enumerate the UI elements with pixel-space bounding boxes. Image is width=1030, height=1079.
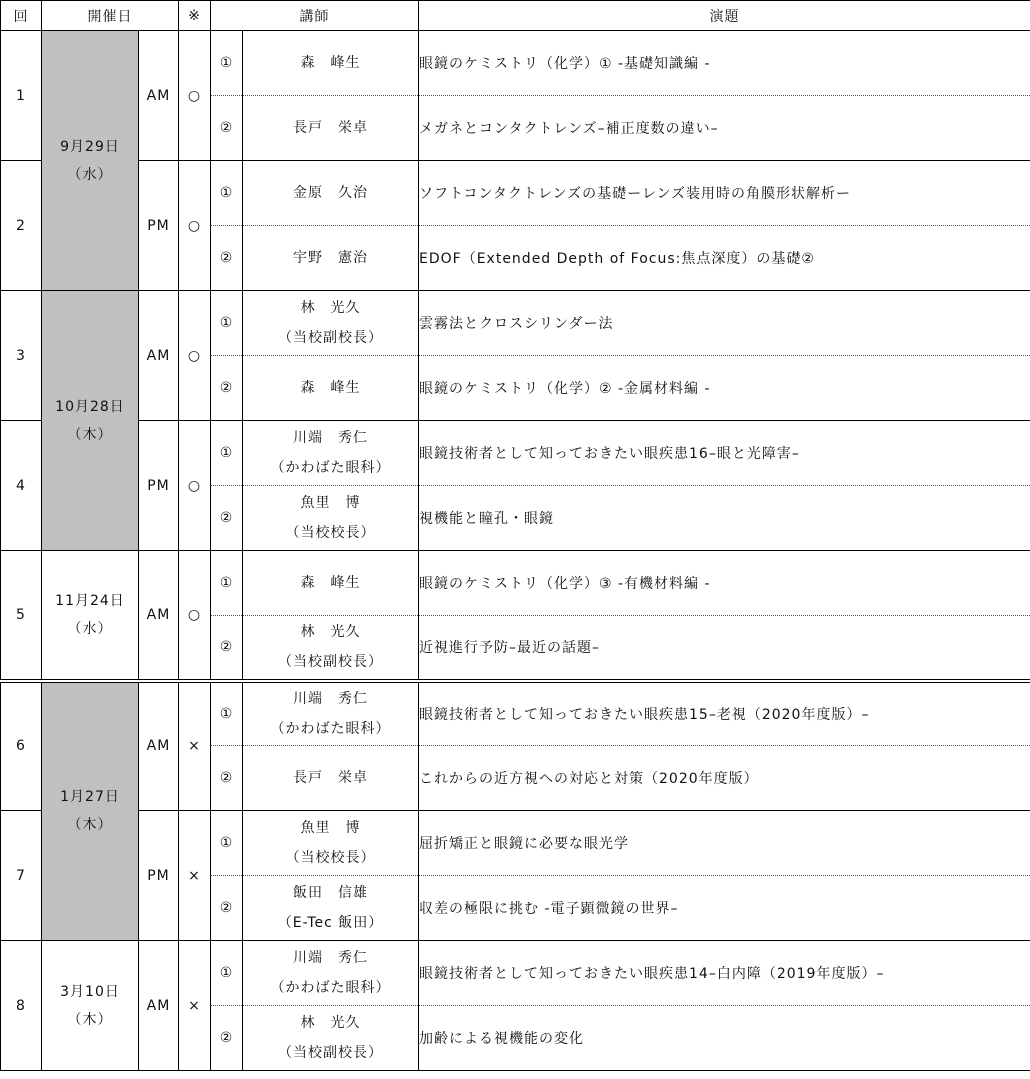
topic-cell: 眼鏡技術者として知っておきたい眼疾患14–白内障（2019年度版）– — [419, 941, 1030, 1006]
lecturer-cell — [243, 291, 419, 356]
mark-cell: × — [179, 681, 211, 811]
ampm-cell: PM — [139, 421, 179, 551]
talk-number: ② — [211, 616, 243, 681]
date-cell — [42, 291, 139, 551]
lecturer-name: 川端 秀仁 — [293, 430, 368, 446]
lecturer-name: 川端 秀仁 — [293, 690, 368, 707]
topic-cell: 近視進行予防–最近の話題– — [419, 616, 1030, 681]
lecturer-name: 魚里 博 — [300, 495, 361, 511]
lecturer-cell — [243, 616, 419, 681]
table-row — [1, 811, 1030, 876]
lecturer-name: 長戸 栄卓 — [293, 120, 368, 136]
date-weekday: （水） — [67, 166, 113, 183]
session-number: 5 — [1, 551, 42, 681]
talk-number: ② — [211, 876, 243, 941]
date-cell — [42, 681, 139, 941]
lecturer-cell — [243, 941, 419, 1006]
lecturer-cell — [243, 356, 419, 421]
topic-cell: 視機能と瞳孔・眼鏡 — [419, 486, 1030, 551]
date-weekday: （木） — [67, 1011, 113, 1028]
topic-cell: 眼鏡技術者として知っておきたい眼疾患16–眼と光障害– — [419, 421, 1030, 486]
talk-number: ② — [211, 226, 243, 291]
date-day: 10月28日 — [55, 398, 125, 415]
lecturer-name: 川端 秀仁 — [293, 950, 368, 966]
header-topic: 演題 — [419, 1, 1030, 31]
lecturer-affiliation: （当校副校長） — [278, 330, 383, 346]
lecturer-name: 森 峰生 — [300, 575, 361, 591]
lecturer-name: 林 光久 — [300, 624, 361, 641]
talk-number: ② — [211, 1006, 243, 1071]
lecturer-cell — [243, 811, 419, 876]
header-kai: 回 — [1, 1, 42, 31]
ampm-cell: PM — [139, 161, 179, 291]
date-day: 11月24日 — [55, 592, 125, 609]
talk-number: ① — [211, 811, 243, 876]
session-number: 1 — [1, 31, 42, 161]
date-day: 1月27日 — [60, 789, 120, 806]
topic-cell: 収差の極限に挑む -電子顕微鏡の世界– — [419, 876, 1030, 941]
date-weekday: （木） — [67, 817, 113, 834]
topic-cell: 眼鏡のケミストリ（化学）② -金属材料編 - — [419, 356, 1030, 421]
lecturer-name: 飯田 信雄 — [293, 885, 368, 901]
lecturer-affiliation: （かわばた眼科） — [270, 720, 391, 737]
header-row — [1, 1, 1030, 31]
lecturer-name: 金原 久治 — [293, 185, 368, 201]
ampm-cell: AM — [139, 31, 179, 161]
lecturer-name: 宇野 憲治 — [293, 250, 368, 266]
mark-cell: ○ — [179, 551, 211, 681]
lecturer-cell — [243, 876, 419, 941]
ampm-cell: AM — [139, 291, 179, 421]
table-row — [1, 291, 1030, 356]
session-number: 7 — [1, 811, 42, 941]
lecturer-cell — [243, 226, 419, 291]
mark-cell: × — [179, 941, 211, 1071]
lecturer-affiliation: （かわばた眼科） — [270, 460, 391, 476]
topic-cell: メガネとコンタクトレンズ–補正度数の違い– — [419, 96, 1030, 161]
lecturer-name: 森 峰生 — [300, 55, 361, 71]
lecturer-cell — [243, 31, 419, 96]
lecturer-affiliation: （当校校長） — [285, 525, 376, 541]
table-row — [1, 421, 1030, 486]
ampm-cell: AM — [139, 941, 179, 1071]
lecturer-name: 林 光久 — [300, 300, 361, 316]
talk-number: ② — [211, 96, 243, 161]
mark-cell: ○ — [179, 161, 211, 291]
lecturer-cell — [243, 161, 419, 226]
topic-cell: 屈折矯正と眼鏡に必要な眼光学 — [419, 811, 1030, 876]
talk-number: ① — [211, 31, 243, 96]
lecturer-name: 魚里 博 — [300, 820, 361, 836]
date-day: 9月29日 — [60, 138, 120, 155]
talk-number: ① — [211, 941, 243, 1006]
table-row — [1, 941, 1030, 1006]
ampm-cell: AM — [139, 681, 179, 811]
table-row — [1, 161, 1030, 226]
topic-cell: 眼鏡のケミストリ（化学）③ -有機材料編 - — [419, 551, 1030, 616]
date-day: 3月10日 — [60, 983, 120, 1000]
header-date: 開催日 — [42, 1, 179, 31]
mark-cell: ○ — [179, 31, 211, 161]
topic-cell: 雲霧法とクロスシリンダー法 — [419, 291, 1030, 356]
mark-cell: ○ — [179, 291, 211, 421]
lecturer-name: 長戸 栄卓 — [293, 770, 368, 786]
mark-cell: ○ — [179, 421, 211, 551]
lecturer-cell — [243, 746, 419, 811]
lecturer-cell — [243, 681, 419, 746]
header-mark: ※ — [179, 1, 211, 31]
session-number: 6 — [1, 681, 42, 811]
topic-cell: 眼鏡のケミストリ（化学）① -基礎知識編 - — [419, 31, 1030, 96]
topic-cell: これからの近方視への対応と対策（2020年度版） — [419, 746, 1030, 811]
session-number: 3 — [1, 291, 42, 421]
schedule-body — [1, 31, 1030, 1071]
lecturer-affiliation: （当校校長） — [285, 850, 376, 866]
date-weekday: （水） — [67, 620, 113, 637]
talk-number: ① — [211, 681, 243, 746]
date-weekday: （木） — [67, 426, 113, 443]
lecturer-name: 林 光久 — [300, 1015, 361, 1031]
talk-number: ① — [211, 551, 243, 616]
lecturer-name: 森 峰生 — [300, 380, 361, 396]
talk-number: ① — [211, 291, 243, 356]
lecturer-cell — [243, 486, 419, 551]
lecturer-affiliation: （かわばた眼科） — [270, 980, 391, 996]
session-number: 4 — [1, 421, 42, 551]
talk-number: ② — [211, 356, 243, 421]
table-row — [1, 551, 1030, 616]
lecturer-cell — [243, 421, 419, 486]
date-cell — [42, 31, 139, 291]
topic-cell: ソフトコンタクトレンズの基礎ーレンズ装用時の角膜形状解析ー — [419, 161, 1030, 226]
session-number: 2 — [1, 161, 42, 291]
talk-number: ② — [211, 746, 243, 811]
topic-cell: 眼鏡技術者として知っておきたい眼疾患15–老視（2020年度版）– — [419, 681, 1030, 746]
lecturer-affiliation: （当校副校長） — [278, 1045, 383, 1061]
topic-cell: EDOF（Extended Depth of Focus:焦点深度）の基礎② — [419, 226, 1030, 291]
date-cell — [42, 941, 139, 1071]
topic-cell: 加齢による視機能の変化 — [419, 1006, 1030, 1071]
mark-cell: × — [179, 811, 211, 941]
talk-number: ① — [211, 421, 243, 486]
table-row — [1, 31, 1030, 96]
lecturer-affiliation: （E-Tec 飯田） — [277, 915, 384, 931]
ampm-cell: PM — [139, 811, 179, 941]
talk-number: ② — [211, 486, 243, 551]
table-row — [1, 681, 1030, 746]
lecturer-cell — [243, 551, 419, 616]
talk-number: ① — [211, 161, 243, 226]
ampm-cell: AM — [139, 551, 179, 681]
lecturer-cell — [243, 96, 419, 161]
header-lecturer: 講師 — [211, 1, 419, 31]
date-cell — [42, 551, 139, 681]
lecturer-cell — [243, 1006, 419, 1071]
session-number: 8 — [1, 941, 42, 1071]
lecturer-affiliation: （当校副校長） — [278, 654, 383, 671]
